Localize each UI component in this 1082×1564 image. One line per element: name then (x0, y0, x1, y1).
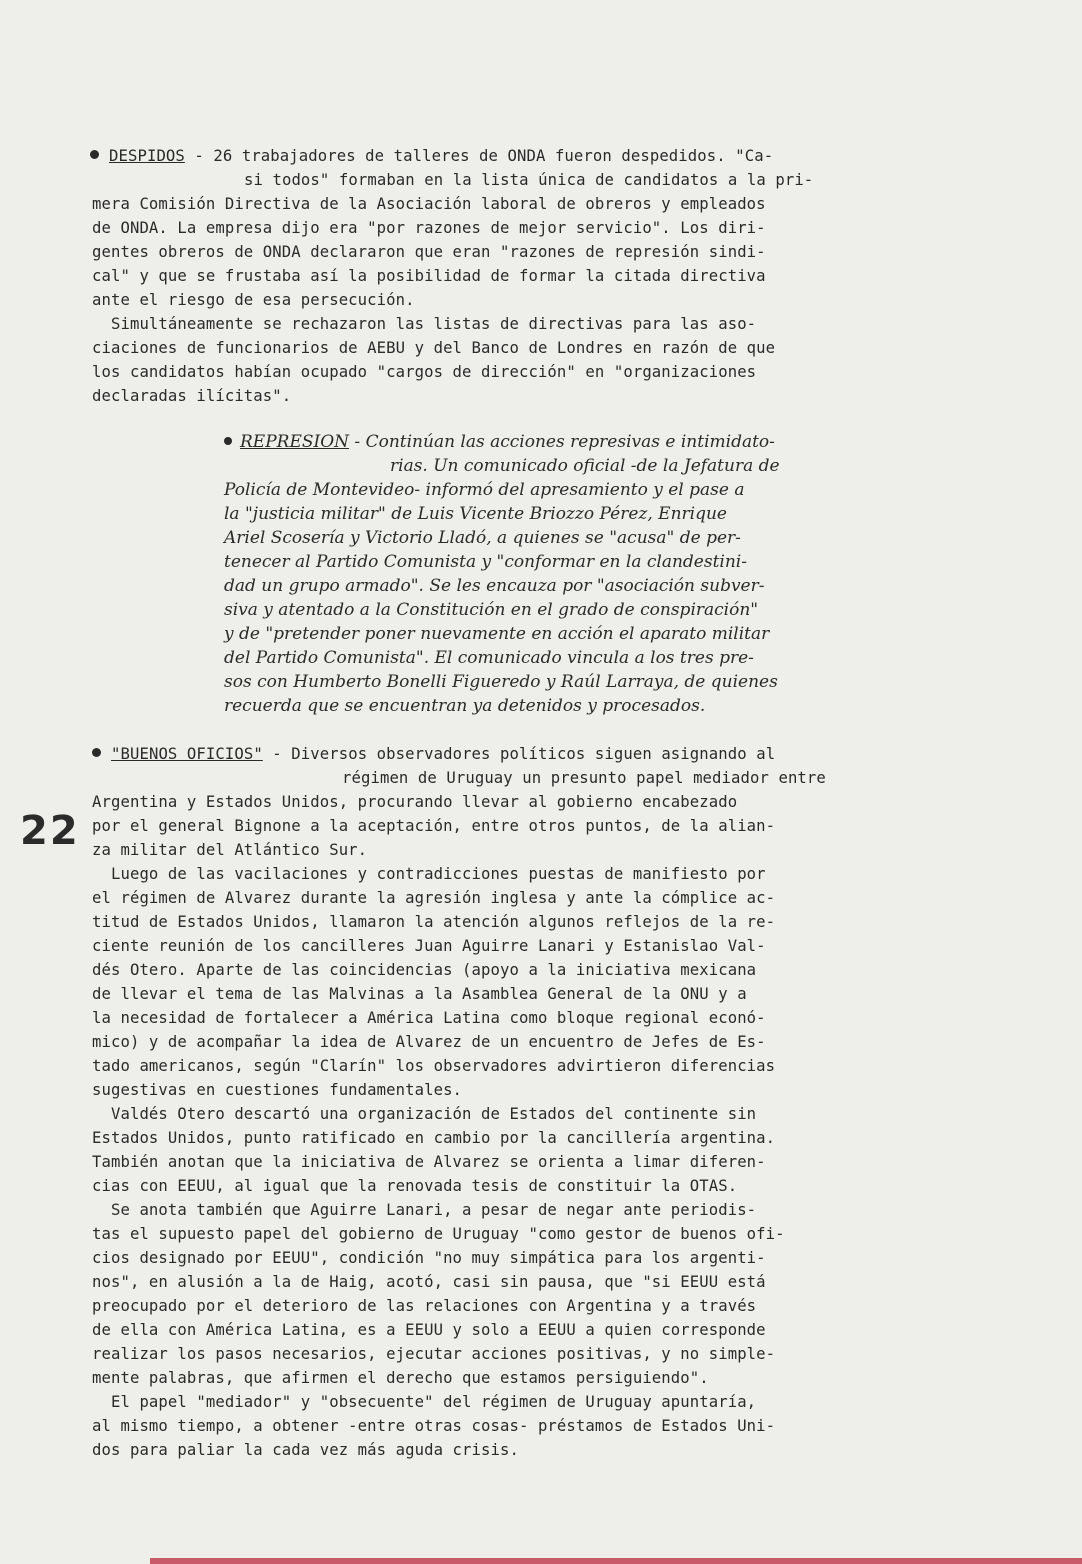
bullet-icon (90, 150, 99, 159)
paragraph-line: ciaciones de funcionarios de AEBU y del Banco de Londres en razón de que (92, 339, 776, 357)
paragraph-line: mico) y de acompañar la idea de Alvarez de un encuentro de Jefes de Es- (92, 1033, 766, 1051)
paragraph-line: tenecer al Partido Comunista y "conformar en la clandestini- (224, 552, 747, 572)
paragraph-line: sos con Humberto Bonelli Figueredo y Raúl Larraya, de quienes (224, 672, 778, 692)
represion-first-line (224, 430, 775, 454)
paragraph-line: dad un grupo armado". Se les encauza por "asociación subver- (224, 576, 765, 596)
paragraph-line: - Diversos observadores políticos siguen asignando al (262, 745, 776, 763)
paragraph-line: los candidatos habían ocupado "cargos de dirección" en "organizaciones (92, 363, 757, 381)
paragraph-line: nos", en alusión a la de Haig, acotó, casi sin pausa, que "si EEUU está (92, 1273, 766, 1291)
paragraph-line: cios designado por EEUU", condición "no muy simpática para los argenti- (92, 1249, 766, 1267)
despidos-first-line (90, 144, 773, 168)
paragraph-line: Argentina y Estados Unidos, procurando llevar al gobierno encabezado (92, 793, 738, 811)
paragraph-line: dés Otero. Aparte de las coincidencias (apoyo a la iniciativa mexicana (92, 961, 757, 979)
paragraph-line: Se anota también que Aguirre Lanari, a pesar de negar ante periodis- (92, 1201, 757, 1219)
paragraph-line: Ariel Scosería y Victorio Lladó, a quienes se "acusa" de per- (224, 528, 741, 548)
paragraph-line: mente palabras, que afirmen el derecho que estamos persiguiendo". (92, 1369, 709, 1387)
bullet-icon (92, 748, 101, 757)
paragraph-line: de ONDA. La empresa dijo era "por razones de mejor servicio". Los diri- (92, 219, 766, 237)
bullet-icon (224, 437, 232, 445)
paragraph-line: la "justicia militar" de Luis Vicente Briozzo Pérez, Enrique (224, 504, 727, 524)
paragraph-line: titud de Estados Unidos, llamaron la atención algunos reflejos de la re- (92, 913, 776, 931)
paragraph-line: cias con EEUU, al igual que la renovada tesis de constituir la OTAS. (92, 1177, 738, 1195)
paragraph-line: de ella con América Latina, es a EEUU y solo a EEUU a quien corresponde (92, 1321, 766, 1339)
paragraph-line: gentes obreros de ONDA declararon que eran "razones de represión sindi- (92, 243, 766, 261)
paragraph-line: tas el supuesto papel del gobierno de Uruguay "como gestor de buenos ofi- (92, 1225, 785, 1243)
paragraph-line: del Partido Comunista". El comunicado vincula a los tres pre- (224, 648, 754, 668)
paragraph-line: régimen de Uruguay un presunto papel mediador entre (342, 769, 826, 787)
paragraph-line: la necesidad de fortalecer a América Latina como bloque regional econó- (92, 1009, 766, 1027)
page-edge-strip (150, 1558, 1082, 1564)
paragraph-line: za militar del Atlántico Sur. (92, 841, 368, 859)
paragraph-line: recuerda que se encuentran ya detenidos y procesados. (224, 696, 706, 716)
paragraph-line: Luego de las vacilaciones y contradicciones puestas de manifiesto por (92, 865, 766, 883)
paragraph-line: El papel "mediador" y "obsecuente" del régimen de Uruguay apuntaría, (92, 1393, 757, 1411)
paragraph-line: tado americanos, según "Clarín" los observadores advirtieron diferencias (92, 1057, 776, 1075)
paragraph-line: Valdés Otero descartó una organización de Estados del continente sin (92, 1105, 757, 1123)
paragraph-line: preocupado por el deterioro de las relaciones con Argentina y a través (92, 1297, 757, 1315)
paragraph-line: sugestivas en cuestiones fundamentales. (92, 1081, 463, 1099)
paragraph-line: rias. Un comunicado oficial -de la Jefatura de (390, 456, 780, 476)
paragraph-line: También anotan que la iniciativa de Alvarez se orienta a limar diferen- (92, 1153, 766, 1171)
paragraph-line: al mismo tiempo, a obtener -entre otras cosas- préstamos de Estados Uni- (92, 1417, 776, 1435)
paragraph-line: mera Comisión Directiva de la Asociación laboral de obreros y empleados (92, 195, 766, 213)
paragraph-line: de llevar el tema de las Malvinas a la Asamblea General de la ONU y a (92, 985, 747, 1003)
paragraph-line: siva y atentado a la Constitución en el grado de conspiración" (224, 600, 759, 620)
paragraph-line: Policía de Montevideo- informó del apresamiento y el pase a (224, 480, 745, 500)
paragraph-line: Estados Unidos, punto ratificado en cambio por la cancillería argentina. (92, 1129, 776, 1147)
paragraph-line: ante el riesgo de esa persecución. (92, 291, 415, 309)
page-number: 22 (20, 808, 80, 854)
paragraph-line: por el general Bignone a la aceptación, entre otros puntos, de la alian- (92, 817, 776, 835)
section-heading-represion: REPRESION (240, 432, 350, 452)
paragraph-line: declaradas ilícitas". (92, 387, 292, 405)
paragraph-line: el régimen de Alvarez durante la agresión inglesa y ante la cómplice ac- (92, 889, 776, 907)
paragraph-line: dos para paliar la cada vez más aguda crisis. (92, 1441, 519, 1459)
paragraph-line: Simultáneamente se rechazaron las listas de directivas para las aso- (92, 315, 757, 333)
paragraph-line: - 26 trabajadores de talleres de ONDA fueron despedidos. "Ca- (184, 147, 774, 165)
paragraph-line: ciente reunión de los cancilleres Juan Aguirre Lanari y Estanislao Val- (92, 937, 766, 955)
paragraph-line: si todos" formaban en la lista única de candidatos a la pri- (244, 171, 814, 189)
section-heading-buenos-oficios: "BUENOS OFICIOS" (111, 745, 263, 763)
paragraph-line: cal" y que se frustaba así la posibilidad de formar la citada directiva (92, 267, 766, 285)
buenos-oficios-first-line (92, 742, 775, 766)
paragraph-line: y de "pretender poner nuevamente en acción el aparato militar (224, 624, 770, 644)
paragraph-line: realizar los pasos necesarios, ejecutar acciones positivas, y no simple- (92, 1345, 776, 1363)
paragraph-line: - Continúan las acciones represivas e intimidato- (349, 432, 775, 452)
section-heading-despidos: DESPIDOS (109, 147, 185, 165)
